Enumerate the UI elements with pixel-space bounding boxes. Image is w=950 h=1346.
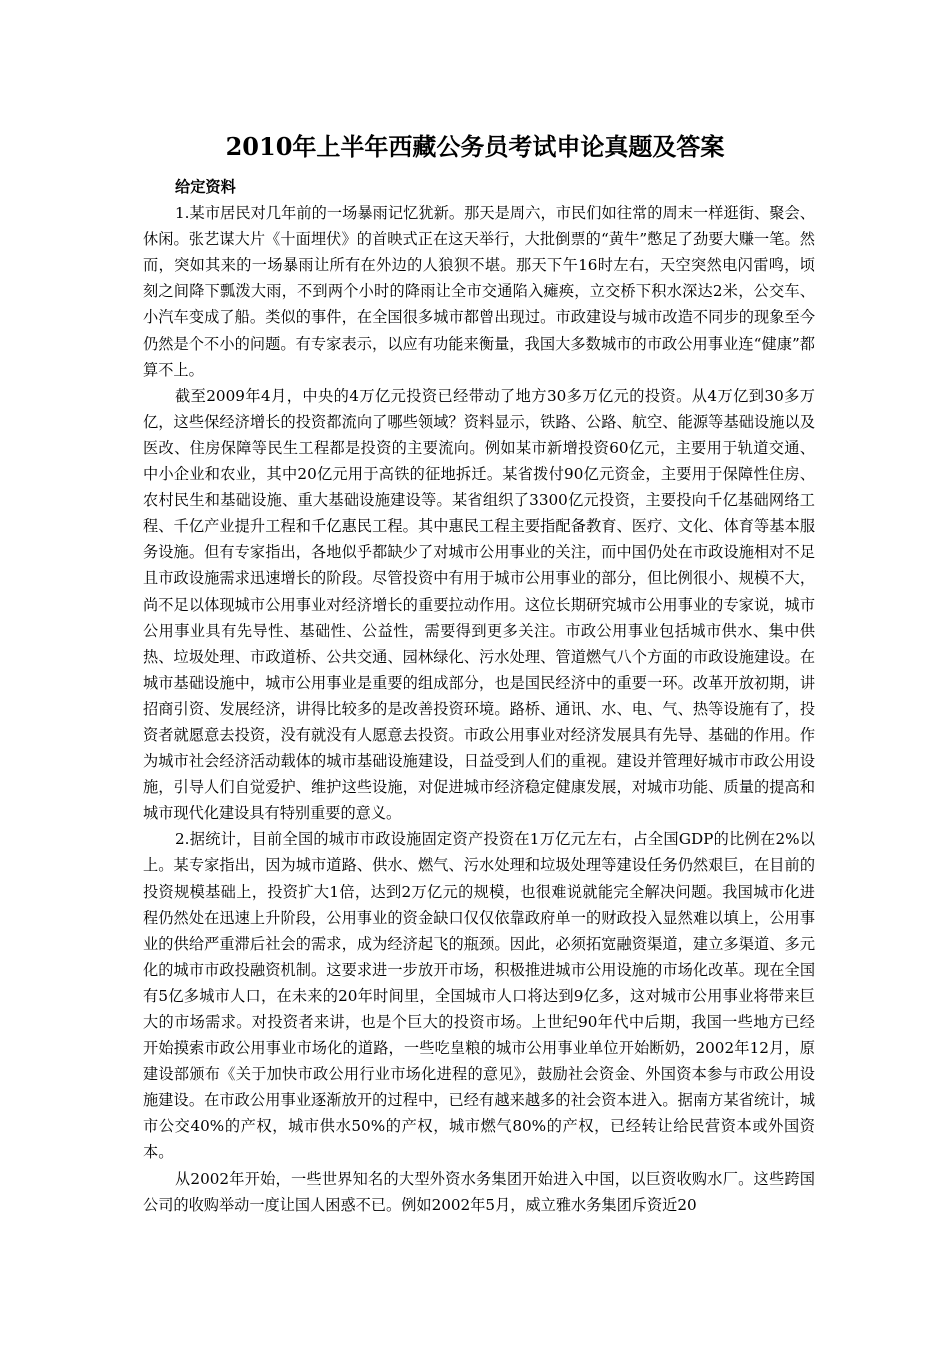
- paragraph-2: 截至2009年4月，中央的4万亿元投资已经带动了地方30多万亿元的投资。从4万亿到30多万亿，这些保经济增长的投资都流向了哪些领域？资料显示，铁路、公路、航空、能源等基础设施以及医改、住房保障等民生工程都是投资的主要流向。例如某市新增投资60亿元，主要用于轨道交通、中小企业和农业，其中20亿元用于高铁的征地拆迁。某省拨付90亿元资金，主要用于保障性住房、农村民生和基础设施、重大基础设施建设等。某省组织了3300亿元投资，主要投向千亿基础网络工程、千亿产业提升工程和千亿惠民工程。其中惠民工程主要指配备教育、医疗、文化、体育等基本服务设施。但有专家指出，各地似乎都缺少了对城市公用事业的关注，而中国仍处在市政设施相对不足且市政设施需求迅速增长的阶段。尽管投资中有用于城市公用事业的部分，但比例很小、规模不大，尚不足以体现城市公用事业对经济增长的重要拉动作用。这位长期研究城市公用事业的专家说，城市公用事业具有先导性、基础性、公益性，需要得到更多关注。市政公用事业包括城市供水、集中供热、垃圾处理、市政道桥、公共交通、园林绿化、污水处理、管道燃气八个方面的市政设施建设。在城市基础设施中，城市公用事业是重要的组成部分，也是国民经济中的重要一环。改革开放初期，讲招商引资、发展经济，讲得比较多的是改善投资环境。路桥、通讯、水、电、气、热等设施有了，投资者就愿意去投资，没有就没有人愿意去投资。市政公用事业对经济发展具有先导、基础的作用。作为城市社会经济活动载体的城市基础设施建设，日益受到人们的重视。建设并管理好城市市政公用设施，引导人们自觉爱护、维护这些设施，对促进城市经济稳定健康发展，对城市功能、质量的提高和城市现代化建设具有特别重要的意义。: [143, 386, 815, 823]
- paragraph-1: 1.某市居民对几年前的一场暴雨记忆犹新。那天是周六，市民们如往常的周末一样逛街、聚会、休闲。张艺谋大片《十面埋伏》的首映式正在这天举行，大批倒票的“黄牛”憋足了劲要大赚一笔。然而，突如其来的一场暴雨让所有在外边的人狼狈不堪。那天下午16时左右，天空突然电闪雷鸣，顷刻之间降下瓢泼大雨，不到两个小时的降雨让全市交通陷入瘫痪，立交桥下积水深达2米，公交车、小汽车变成了船。类似的事件，在全国很多城市都曾出现过。市政建设与城市改造不同步的现象至今仍然是个不小的问题。有专家表示，以应有功能来衡量，我国大多数城市的市政公用事业连“健康”都算不上。: [143, 204, 815, 379]
- paragraph-3: 2.据统计，目前全国的城市市政设施固定资产投资在1万亿元左右，占全国GDP的比例在2%以上。某专家指出，因为城市道路、供水、燃气、污水处理和垃圾处理等建设任务仍然艰巨，在目前的投资规模基础上，投资扩大1倍，达到2万亿元的规模，也很难说就能完全解决问题。我国城市化进程仍然处在迅速上升阶段，公用事业的资金缺口仅仅依靠政府单一的财政投入显然难以填上，公用事业的供给严重滞后社会的需求，成为经济起飞的瓶颈。因此，必须拓宽融资渠道，建立多渠道、多元化的城市市政投融资机制。这要求进一步放开市场，积极推进城市公用设施的市场化改革。现在全国有5亿多城市人口，在未来的20年时间里，全国城市人口将达到9亿多，这对城市公用事业将带来巨大的市场需求。对投资者来讲，也是个巨大的投资市场。上世纪90年代中后期，我国一些地方已经开始摸索市政公用事业市场化的道路，一些吃皇粮的城市公用事业单位开始断奶，2002年12月，原建设部颁布《关于加快市政公用行业市场化进程的意见》，鼓励社会资金、外国资本参与市政公用设施建设。在市政公用事业逐渐放开的过程中，已经有越来越多的社会资本进入。据南方某省统计，城市公交40%的产权，城市供水50%的产权，城市燃气80%的产权，已经转让给民营资本或外国资本。: [143, 830, 815, 1162]
- document-title: 2010年上半年西藏公务员考试申论真题及答案: [225, 132, 725, 161]
- paragraph-4: 从2002年开始，一些世界知名的大型外资水务集团开始进入中国，以巨资收购水厂。这些跨国公司的收购举动一度让国人困惑不已。例如2002年5月，威立雅水务集团斥资近20: [143, 1169, 815, 1214]
- section-label: 给定资料: [175, 178, 236, 196]
- document-body: [143, 174, 815, 1218]
